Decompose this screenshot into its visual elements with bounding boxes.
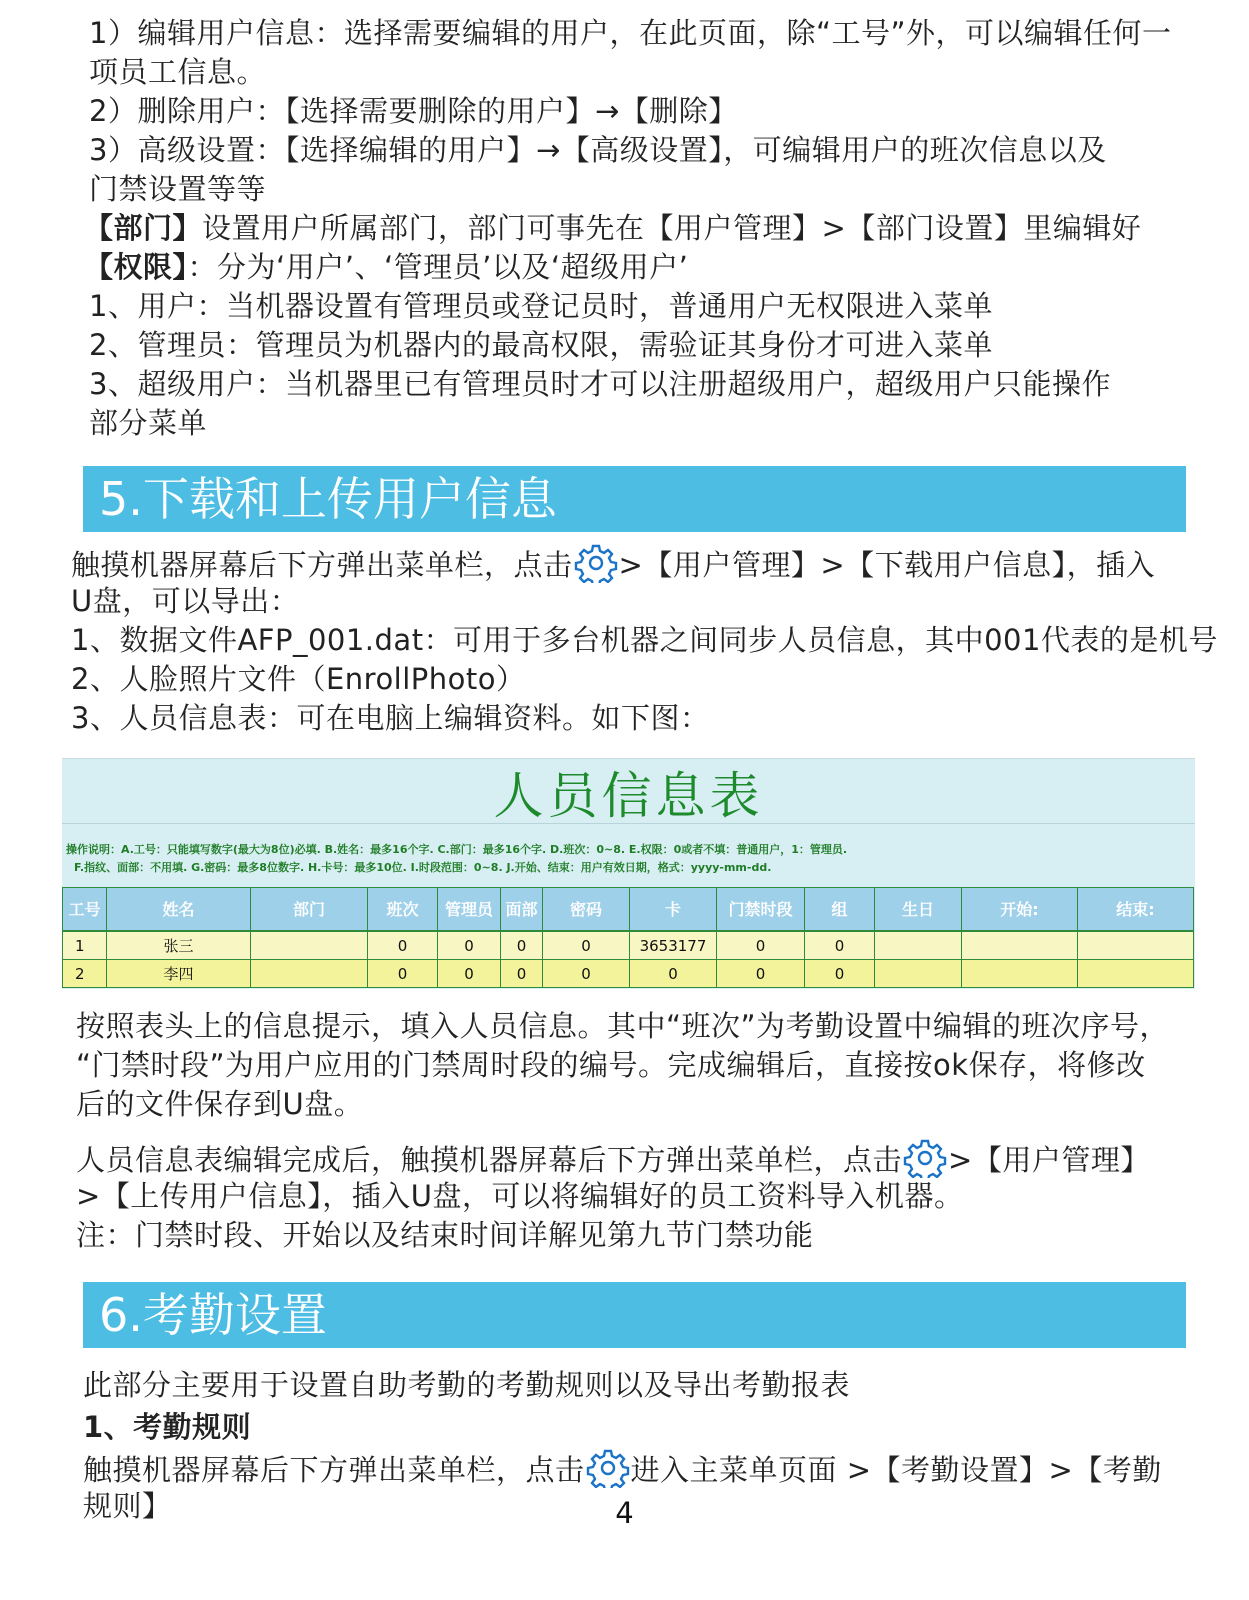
table-cell: 李四 (107, 960, 251, 988)
perm-admin-line: 2、管理员：管理员为机器内的最高权限，需验证其身份才可进入菜单 (89, 328, 993, 362)
header-cell: 班次 (368, 888, 438, 932)
upload-a: 人员信息表编辑完成后，触摸机器屏幕后下方弹出菜单栏，点击 (76, 1143, 903, 1177)
table-cell: 0 (368, 931, 438, 960)
gear-icon (574, 543, 618, 583)
header-cell: 开始: (962, 888, 1078, 932)
advanced-setting-line-1: 3）高级设置：【选择编辑的用户】→【高级设置】，可编辑用户的班次信息以及 (89, 133, 1107, 167)
table-cell (251, 960, 368, 988)
perm-text: ：分为‘用户’、‘管理员’以及‘超级用户’ (187, 250, 689, 284)
table-cell: 3653177 (630, 931, 717, 960)
table-cell: 0 (438, 931, 501, 960)
perm-label: 【权限】 (84, 250, 188, 284)
table-cell: 0 (501, 931, 543, 960)
table-cell (1078, 960, 1194, 988)
table-cell: 0 (543, 931, 630, 960)
dept-line (84, 209, 1141, 248)
table-cell: 0 (805, 960, 875, 988)
rule-a: 触摸机器屏幕后下方弹出菜单栏，点击 (83, 1453, 585, 1487)
delete-user-line: 2）删除用户：【选择需要删除的用户】→【删除】 (89, 94, 738, 128)
table-cell: 0 (438, 960, 501, 988)
header-cell: 密码 (543, 888, 630, 932)
edit-user-line-1: 1）编辑用户信息：选择需要编辑的用户，在此页面，除“工号”外，可以编辑任何一 (89, 16, 1172, 50)
page-number: 4 (615, 1496, 634, 1530)
header-cell: 部门 (251, 888, 368, 932)
fill-instruction-line-3: 后的文件保存到U盘。 (76, 1087, 364, 1121)
table-cell: 0 (501, 960, 543, 988)
section6-heading: 6.考勤设置 (83, 1282, 1186, 1348)
table-cell: 张三 (107, 931, 251, 960)
section5-heading: 5.下载和上传用户信息 (83, 466, 1186, 532)
table-cell (962, 960, 1078, 988)
header-cell: 管理员 (438, 888, 501, 932)
upload-b: >【用户管理】 (948, 1143, 1150, 1177)
export-item-dat: 1、数据文件AFP_001.dat：可用于多台机器之间同步人员信息，其中001代表的是机号 (71, 623, 1218, 657)
download-intro-line-2: U盘，可以导出： (71, 584, 300, 618)
sheet-note-2: F.指纹、面部：不用填. G.密码：最多8位数字. H.卡号：最多10位. I.时段范围：0~8. J.开始、结束：用户有效日期，格式：yyyy-mm-dd. (74, 861, 772, 874)
fill-instruction-line-2: “门禁时段”为用户应用的门禁周时段的编号。完成编辑后，直接按ok保存，将修改 (76, 1048, 1146, 1082)
table-cell: 0 (630, 960, 717, 988)
attendance-rule-heading: 1、考勤规则 (83, 1410, 252, 1444)
attendance-intro: 此部分主要用于设置自助考勤的考勤规则以及导出考勤报表 (83, 1368, 851, 1402)
personnel-sheet (62, 758, 1195, 989)
upload-line-2: >【上传用户信息】，插入U盘，可以将编辑好的员工资料导入机器。 (76, 1179, 964, 1213)
gear-icon (903, 1138, 947, 1178)
table-cell (875, 931, 962, 960)
table-cell: 0 (543, 960, 630, 988)
sheet-title: 人员信息表 (493, 767, 764, 825)
header-cell: 面部 (501, 888, 543, 932)
header-cell: 结束: (1078, 888, 1194, 932)
header-cell: 门禁时段 (717, 888, 805, 932)
download-intro-b: >【用户管理】>【下载用户信息】，插入 (618, 548, 1156, 582)
attendance-rule-line-1 (83, 1448, 1162, 1490)
advanced-setting-line-2: 门禁设置等等 (89, 172, 267, 206)
sheet-note-1: 操作说明：A.工号：只能填写数字(最大为8位)必填. B.姓名：最多16个字. C.部门：最多16个字. D.班次：0~8. E.权限：0或者不填：普通用户，1：管理员. (66, 843, 848, 856)
perm-super-line-1: 3、超级用户：当机器里已有管理员时才可以注册超级用户，超级用户只能操作 (89, 367, 1111, 401)
table-cell: 1 (63, 931, 107, 960)
rule-b: 进入主菜单页面 >【考勤设置】>【考勤 (630, 1453, 1162, 1487)
personnel-table (62, 887, 1194, 988)
table-cell: 0 (717, 960, 805, 988)
header-cell: 工号 (63, 888, 107, 932)
table-row (63, 931, 1194, 960)
table-row (63, 960, 1194, 988)
download-intro-a: 触摸机器屏幕后下方弹出菜单栏，点击 (71, 548, 573, 582)
table-cell: 2 (63, 960, 107, 988)
perm-line (84, 248, 688, 287)
access-note: 注：门禁时段、开始以及结束时间详解见第九节门禁功能 (76, 1218, 814, 1252)
table-cell: 0 (805, 931, 875, 960)
export-item-sheet: 3、人员信息表：可在电脑上编辑资料。如下图： (71, 701, 710, 735)
header-cell: 生日 (875, 888, 962, 932)
edit-user-line-2: 项员工信息。 (89, 55, 267, 89)
download-intro-line (71, 543, 1155, 585)
table-cell (251, 931, 368, 960)
attendance-rule-line-2: 规则】 (83, 1489, 172, 1523)
table-header-row (63, 888, 1194, 932)
sheet-divider (62, 823, 1195, 824)
upload-line-1 (76, 1138, 1150, 1180)
perm-user-line: 1、用户：当机器设置有管理员或登记员时，普通用户无权限进入菜单 (89, 289, 993, 323)
gear-icon (586, 1448, 630, 1488)
dept-label: 【部门】 (84, 211, 203, 245)
table-cell: 0 (717, 931, 805, 960)
header-cell: 组 (805, 888, 875, 932)
table-cell (875, 960, 962, 988)
table-cell: 0 (368, 960, 438, 988)
fill-instruction-line-1: 按照表头上的信息提示，填入人员信息。其中“班次”为考勤设置中编辑的班次序号， (76, 1009, 1170, 1043)
perm-super-line-2: 部分菜单 (89, 406, 208, 440)
dept-text: 设置用户所属部门，部门可事先在【用户管理】>【部门设置】里编辑好 (202, 211, 1142, 245)
export-item-photo: 2、人脸照片文件（EnrollPhoto） (71, 662, 526, 696)
table-cell (962, 931, 1078, 960)
table-cell (1078, 931, 1194, 960)
header-cell: 卡 (630, 888, 717, 932)
header-cell: 姓名 (107, 888, 251, 932)
